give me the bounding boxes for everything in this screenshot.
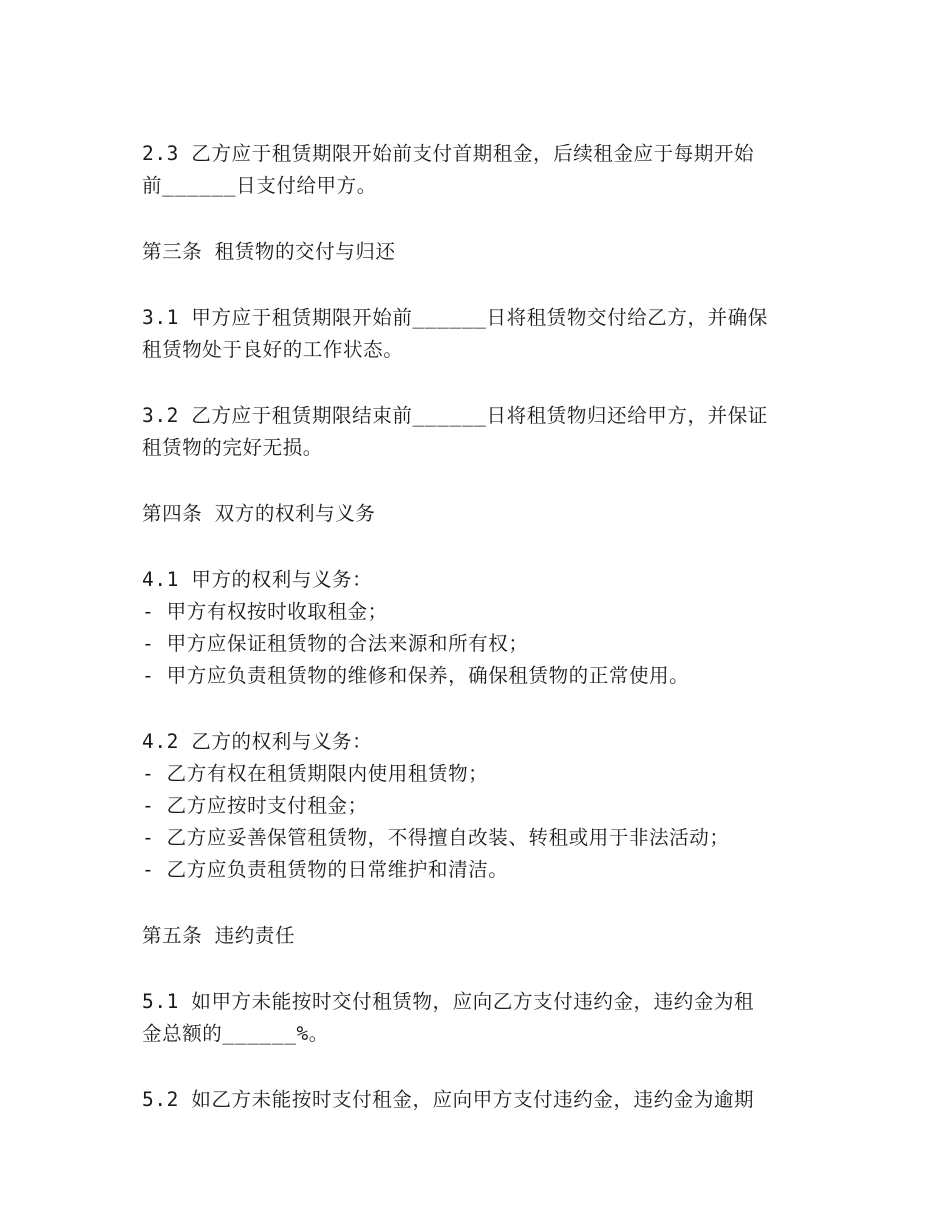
clause-line: 3.2 乙方应于租赁期限结束前______日将租赁物归还给甲方，并保证	[142, 404, 768, 427]
clause-title: 4.2 乙方的权利与义务：	[142, 730, 373, 753]
list-item: - 乙方有权在租赁期限内使用租赁物；	[142, 762, 489, 785]
list-item: - 乙方应妥善保管租赁物，不得擅自改装、转租或用于非法活动；	[142, 826, 730, 849]
article-3-title: 第三条 租赁物的交付与归还	[142, 240, 396, 263]
clause-line: 2.3 乙方应于租赁期限开始前支付首期租金，后续租金应于每期开始	[142, 142, 755, 165]
clause-line: 租赁物处于良好的工作状态。	[142, 338, 404, 361]
list-item: - 甲方应保证租赁物的合法来源和所有权；	[142, 632, 529, 655]
document-body	[142, 138, 802, 1116]
clause-line: 3.1 甲方应于租赁期限开始前______日将租赁物交付给乙方，并确保	[142, 306, 768, 329]
clause-line: 5.1 如甲方未能按时交付租赁物，应向乙方支付违约金，违约金为租	[142, 990, 755, 1013]
list-item: - 乙方应按时支付租金；	[142, 794, 368, 817]
list-item: - 甲方应负责租赁物的维修和保养，确保租赁物的正常使用。	[142, 664, 690, 687]
clause-title: 4.1 甲方的权利与义务：	[142, 568, 373, 591]
clause-line: 5.2 如乙方未能按时支付租金，应向甲方支付违约金，违约金为逾期	[142, 1088, 755, 1111]
list-item: - 乙方应负责租赁物的日常维护和清洁。	[142, 858, 509, 881]
clause-line: 租赁物的完好无损。	[142, 436, 323, 459]
clause-5-1	[142, 986, 802, 1050]
article-5-title: 第五条 违约责任	[142, 924, 296, 947]
clause-line: 金总额的______%。	[142, 1022, 329, 1045]
clause-4-1	[142, 564, 802, 692]
list-item: - 甲方有权按时收取租金；	[142, 600, 388, 623]
clause-line: 前______日支付给甲方。	[142, 174, 377, 197]
clause-5-2	[142, 1084, 802, 1116]
clause-4-2	[142, 726, 802, 886]
article-4-title: 第四条 双方的权利与义务	[142, 502, 376, 525]
clause-2-3	[142, 138, 802, 202]
clause-3-1	[142, 302, 802, 366]
clause-3-2	[142, 400, 802, 464]
